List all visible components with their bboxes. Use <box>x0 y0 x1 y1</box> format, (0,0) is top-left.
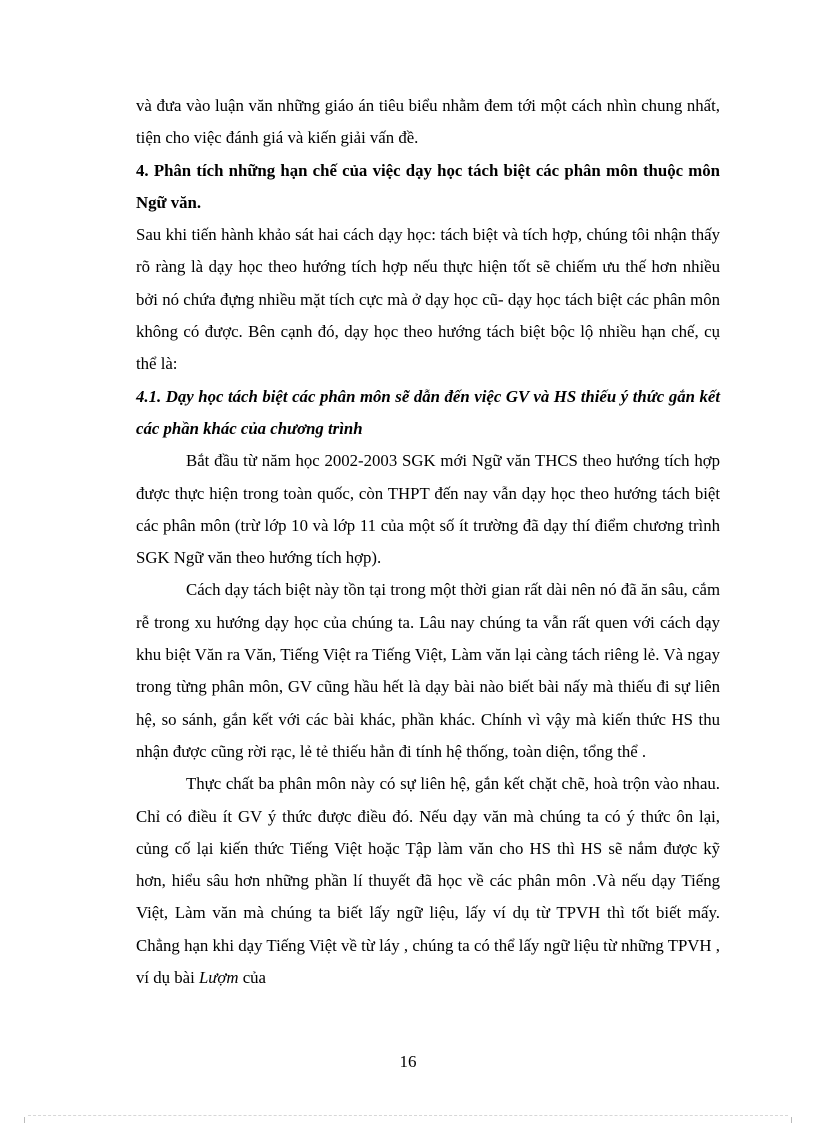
crop-mark-right <box>791 1117 792 1123</box>
section-heading-4: 4. Phân tích những hạn chế của việc dạy học tách biệt các phân môn thuộc môn Ngữ văn. <box>136 160 720 212</box>
subsection-heading-4-1: 4.1. Dạy học tách biệt các phân môn sẽ dẫn đến việc GV và HS thiếu ý thức gắn kết các phần khác của chương trình <box>136 386 720 438</box>
paragraph-survey: Sau khi tiến hành khảo sát hai cách dạy học: tách biệt và tích hợp, chúng tôi nhận thấy rõ ràng là dạy học theo hướng tích hợp nếu thực hiện tốt sẽ chiếm ưu thế hơn nhiều bởi nó chứa đựng nhiều mặt tích cực mà ở dạy học cũ- dạy học tách biệt các phân môn không có được. Bên cạnh đó, dạy học theo hướng tách biệt bộc lộ nhiều hạn chế, cụ thể là: <box>136 225 720 374</box>
paragraph-reality-text: Thực chất ba phân môn này có sự liên hệ, gắn kết chặt chẽ, hoà trộn vào nhau. Chỉ có điều ít GV ý thức được điều đó. Nếu dạy văn mà chúng ta có ý thức ôn lại, củng cố lại kiến thức Tiếng Việt hoặc Tập làm văn cho HS thì HS sẽ nắm được kỹ hơn, hiểu sâu hơn những phần lí thuyết đã học về các phân môn .Và nếu dạy Tiếng Việt, Làm văn mà chúng ta biết lấy ngữ liệu, lấy ví dụ từ TPVH thì tốt biết mấy. Chẳng hạn khi dạy Tiếng Việt về từ láy , chúng ta có thể lấy ngữ liệu từ những TPVH , ví dụ bài <box>136 774 720 988</box>
paragraph-2002: Bắt đầu từ năm học 2002-2003 SGK mới Ngữ văn THCS theo hướng tích hợp được thực hiện trong toàn quốc, còn THPT đến nay vẫn dạy học theo hướng tách biệt các phân môn (trừ lớp 10 và lớp 11 của một số ít trường đã dạy thí điểm chương trình SGK Ngữ văn theo hướng tích hợp). <box>136 451 720 568</box>
paragraph-method: Cách dạy tách biệt này tồn tại trong một thời gian rất dài nên nó đã ăn sâu, cắm rễ trong xu hướng dạy học của chúng ta. Lâu nay chúng ta vẫn rất quen với cách dạy khu biệt Văn ra Văn, Tiếng Việt ra Tiếng Việt, Làm văn lại càng tách riêng lẻ. Và ngay trong từng phân môn, GV cũng hầu hết là dạy bài nào biết bài nấy mà thiếu đi sự liên hệ, so sánh, gắn kết với các bài khác, phần khác. Chính vì vậy mà kiến thức HS thu nhận được cũng rời rạc, lẻ tẻ thiếu hẳn đi tính hệ thống, toàn diện, tổng thể . <box>136 580 720 761</box>
page-number: 16 <box>399 1052 417 1071</box>
paragraph-reality <box>136 768 720 994</box>
paragraph-reality-tail: của <box>242 968 266 988</box>
page-bottom-divider <box>28 1115 788 1116</box>
paragraph-intro: và đưa vào luận văn những giáo án tiêu biểu nhằm đem tới một cách nhìn chung nhất, tiện cho việc đánh giá và kiến giải vấn đề. <box>136 96 720 148</box>
document-page <box>136 90 720 994</box>
crop-mark-left <box>24 1117 25 1123</box>
poem-title-luom: Lượm <box>198 968 239 988</box>
